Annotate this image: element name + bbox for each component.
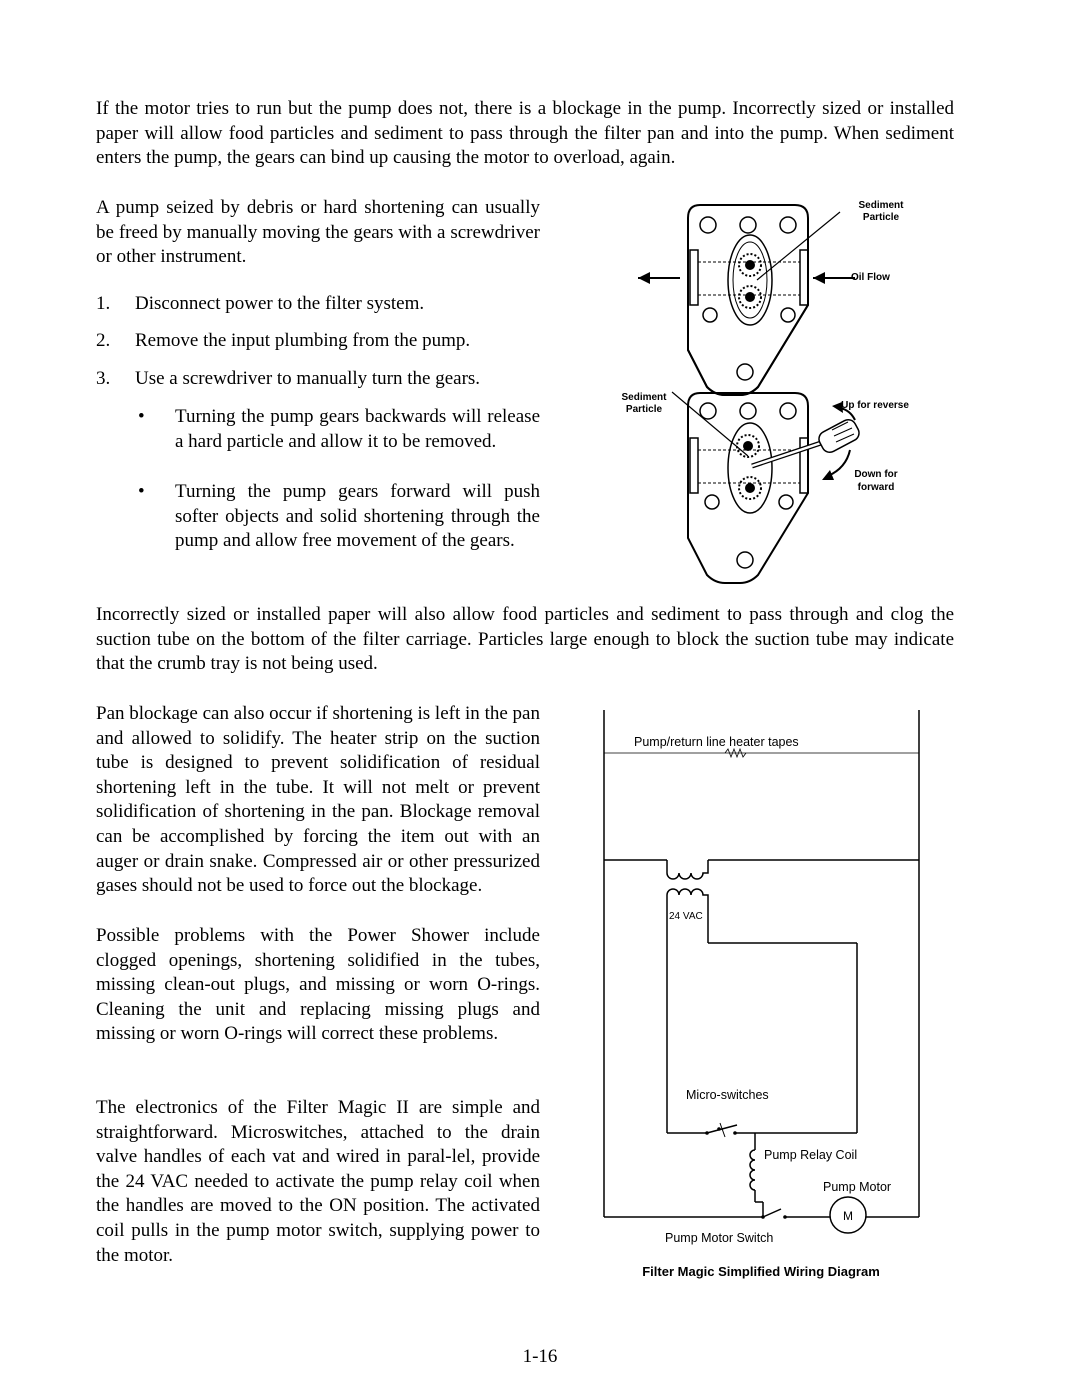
top-sediment-label: Sediment (858, 200, 904, 211)
step-text: Use a screwdriver to manually turn the gears. (135, 368, 481, 389)
paper-clog-paragraph: Incorrectly sized or installed paper will also allow food particles and sediment to pass through and clog the suction tube on the bottom of the filter carriage. Particles large enough to block the suction tube may indicate that the crumb tray is not being used. (96, 604, 954, 675)
oil-flow-label: Oil Flow (851, 272, 890, 283)
electronics-paragraph: The electronics of the Filter Magic II are simple and straightforward. Microswitches, attached to the drain valve handles of each vat and wired in paral-lel, provide the 24 VAC needed to activate the pump relay coil when the handles are moved to the ON position. The activated coil pulls in the pump motor switch, supplying power to the motor. (96, 1097, 540, 1266)
intro-paragraph: If the motor tries to run but the pump does not, there is a blockage in the pump. Incorrectly sized or installed paper will allow food particles and sediment to pass through the filter pan and into the pump. When sediment enters the pump, the gears can bind up causing the motor to overload, again. (96, 98, 954, 169)
top-particle-label: Particle (862, 212, 900, 223)
step-number: 2. (96, 330, 111, 351)
pump-bottom-diagram (672, 392, 862, 583)
relay-coil-label: Pump Relay Coil (764, 1148, 858, 1162)
motor-symbol: M (843, 1209, 853, 1223)
microswitches-label: Micro-switches (686, 1088, 769, 1102)
page-number: 1-16 (522, 1346, 558, 1367)
bullet-item: Turning the pump gears forward will push softer objects and solid shortening through the pump and allow free movement of the gears. (175, 481, 540, 552)
wiring-caption: Filter Magic Simplified Wiring Diagram (642, 1264, 880, 1279)
up-reverse-label: Up for reverse (841, 400, 909, 411)
pan-blockage-paragraph: Pan blockage can also occur if shortening is left in the pan and allowed to solidify. The heater strip on the suction tube is designed to prevent solidification of residual shortening left in the tube. It will not melt or prevent solidification of shortening in the pan. Blockage removal can be accomplished by forcing the item out with an auger or drain snake. Compressed air or other pressurized gases should not be used to force out the blockage. (96, 703, 540, 897)
step-number: 1. (96, 293, 111, 314)
pump-motor-label: Pump Motor (823, 1180, 892, 1194)
down-forward-label: Down for (854, 469, 898, 480)
bullet-icon: • (138, 481, 145, 502)
step-text: Remove the input plumbing from the pump. (135, 330, 471, 351)
wiring-diagram (595, 705, 935, 1290)
vac-label: 24 VAC (669, 911, 703, 922)
bullet-item: Turning the pump gears backwards will release a hard particle and allow it to be removed. (175, 406, 540, 452)
bullet-icon: • (138, 406, 145, 427)
bottom-sediment-label: Sediment (621, 392, 667, 403)
motor-switch-label: Pump Motor Switch (665, 1231, 774, 1245)
pump-top-diagram (638, 205, 855, 395)
power-shower-paragraph: Possible problems with the Power Shower include clogged openings, shortening solidified in the tubes, missing clean-out plugs, and missing or worn O-rings. Cleaning the unit and replacing missing plugs and missing or worn O-rings will correct these problems. (96, 925, 540, 1045)
pump-seized-paragraph: A pump seized by debris or hard shortening can usually be freed by manually moving the gears with a screwdriver or other instrument. (96, 197, 540, 268)
pump-gear-figure (600, 190, 930, 590)
step-text: Disconnect power to the filter system. (135, 293, 425, 314)
heater-tapes-label: Pump/return line heater tapes (634, 735, 799, 749)
bottom-particle-label: Particle (625, 404, 663, 415)
forward-label: forward (857, 482, 895, 493)
step-number: 3. (96, 368, 111, 389)
